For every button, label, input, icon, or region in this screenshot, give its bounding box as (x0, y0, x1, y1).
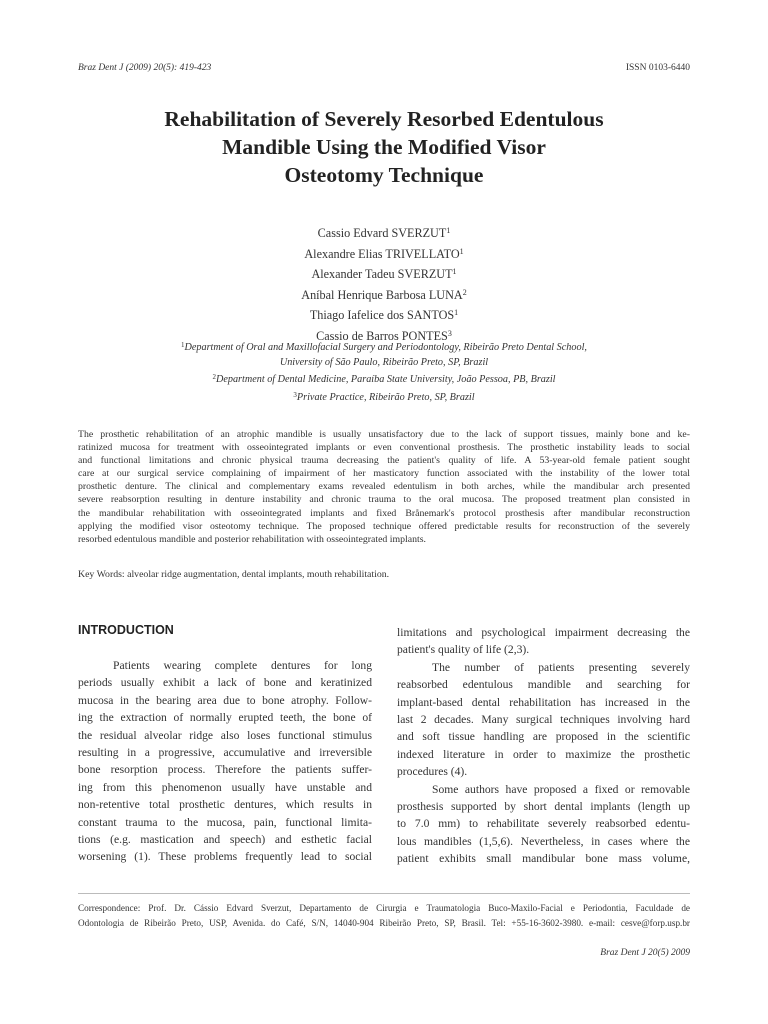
article-title (78, 105, 690, 189)
affiliation-text: Department of Oral and Maxillofacial Surgery and Periodontology, Ribeirão Preto Dental School, (184, 342, 587, 353)
text-line: worsening (1). These problems frequently lead to social (78, 850, 372, 864)
text-line: prosthesis supported by short dental implants (length up (397, 800, 690, 814)
text-line: patient's quality of life (2,3). (397, 643, 530, 657)
affiliation-marker: 1 (454, 308, 459, 317)
correspondence-line: Correspondence: Prof. Dr. Cássio Edvard Sverzut, Departamento de Cirurgia e Traumatologia Buco-Maxilo-Facial e Periodontia, Faculdade de (78, 903, 690, 913)
affiliation-text: Private Practice, Ribeirão Preto, SP, Brazil (296, 391, 475, 403)
abstract-line: prosthetic denture. The clinical and complementary exams revealed edentulism in both arches, while the mandibular arch presented (78, 481, 690, 493)
author-name: Alexander Tadeu SVERZUT (311, 267, 453, 281)
text-line: limitations and psychological impairment decreasing the (397, 626, 690, 639)
abstract-line: care at our surgical service complaining of impairment of her masticatory function associated with the instability of the lower total (78, 468, 690, 480)
affiliation (78, 388, 690, 406)
text-line: reabsorbed edentulous mandible and searching for (397, 678, 690, 692)
correspondence (78, 901, 690, 930)
abstract-line: the mandibular rehabilitation with osseointegrated implants and fixed Brånemark's protocol prosthesis after mandibular reconstruction (78, 507, 690, 519)
text-line: procedures (4). (397, 765, 468, 779)
keywords: Key Words: alveolar ridge augmentation, dental implants, mouth rehabilitation. (78, 569, 390, 580)
abstract-line: The prosthetic rehabilitation of an atrophic mandible is usually unsatisfactory due to the lack of support tissues, mainly bone and ke- (78, 429, 690, 440)
abstract-line: ratinized mucosa for treatment with osseointegrated implants or even conventional prosthesis. The prosthetic instability leads to social (78, 442, 690, 454)
paragraph (397, 624, 690, 868)
affiliation-number: 3 (293, 390, 297, 399)
affiliation-text: Department of Dental Medicine, Paraíba State University, João Pessoa, PB, Brazil (215, 374, 556, 385)
abstract-line: resorbed edentulous mandible and posterior rehabilitation with osseointegrated implants. (78, 533, 426, 545)
affiliation-marker: 1 (459, 246, 464, 256)
footer-divider (78, 893, 690, 894)
affiliation-number: 2 (212, 373, 216, 381)
affiliation-marker: 3 (447, 328, 452, 338)
text-line: Patients wearing complete dentures for long (113, 659, 372, 672)
correspondence-line: Odontologia de Ribeirão Preto, USP, Avenida. do Café, S/N, 14040-904 Ribeirão Preto, SP, Brasil. Tel: +55-16-3602-3980. e-mail: cesve@forp.usp.br (78, 917, 690, 928)
text-line: mucosa in the bearing area due to bone atrophy. Follow- (78, 693, 372, 707)
abstract (78, 428, 690, 546)
text-line: periods usually exhibit a lack of bone and keratinized (78, 676, 372, 690)
author-name: Alexandre Elias TRIVELLATO (304, 246, 460, 261)
affiliation-text: University of São Paulo, Ribeirão Preto, SP, Brazil (279, 356, 489, 368)
author (78, 222, 690, 243)
text-line: tions (e.g. mastication and speech) and esthetic facial (78, 833, 372, 847)
author-name: Aníbal Henrique Barbosa LUNA (301, 287, 463, 302)
text-line: ing from this phenomenon usually have unstable and (78, 780, 372, 794)
author (78, 243, 690, 264)
text-line: the residual alveolar ridge also loses functional stimulus (78, 728, 372, 742)
text-line: bone resorption process. Therefore the patients suffer- (78, 763, 372, 777)
journal-citation: Braz Dent J (2009) 20(5): 419-423 (78, 63, 212, 73)
abstract-line: applying the modified visor osteotomy technique. The proposed technique offered predictable results for reconstruction of the severely (78, 520, 690, 532)
abstract-line: and functional limitations and chronic physical trauma decreasing the patient's quality of life. A 53-year-old female patient sought (78, 455, 690, 467)
paragraph (78, 657, 372, 866)
text-line: non-retentive total prosthetic dentures, which results in (78, 798, 372, 812)
abstract-line: severe reabsorption resulting in denture instability and chronic trauma to the oral mucosa. The proposed treatment plan consisted in (78, 494, 690, 506)
text-line: ing the extraction of normally erupted teeth, the bone of (78, 711, 372, 725)
author (78, 304, 690, 325)
body-column-right (397, 624, 690, 868)
author-name: Thiago Iafelice dos SANTOS (309, 308, 455, 322)
affiliation-marker: 2 (462, 287, 467, 297)
affiliation-list (78, 338, 690, 405)
text-line: implant-based dental rehabilitation has increased in the (397, 695, 690, 709)
affiliation (78, 338, 690, 356)
title-line: Mandible Using the Modified Visor (222, 135, 546, 159)
text-line: and soft tissue handling are proposed in the scientific (397, 730, 690, 744)
affiliation (78, 370, 690, 388)
author-list (78, 222, 690, 345)
text-line: indexed literature in order to maximize the prosthetic (397, 747, 690, 761)
text-line: patient exhibits small mandibular bone mass volume, (397, 852, 690, 866)
title-line: Osteotomy Technique (284, 163, 484, 187)
text-line: lous mandibles (1,5,6). Nevertheless, in cases where the (397, 834, 690, 848)
text-line: resulting in a progressive, accumulative and irreversible (78, 746, 372, 760)
text-line: The number of patients presenting severely (432, 660, 690, 674)
author (78, 263, 690, 284)
author (78, 284, 690, 305)
author-name: Cassio de Barros PONTES (316, 328, 448, 343)
affiliation-marker: 1 (446, 226, 451, 235)
text-line: constant trauma to the mucosa, pain, functional limita- (78, 815, 372, 829)
journal-footer: Braz Dent J 20(5) 2009 (600, 948, 690, 958)
affiliation-marker: 1 (452, 267, 457, 276)
title-line: Rehabilitation of Severely Resorbed Edentulous (164, 107, 604, 131)
section-heading: INTRODUCTION (78, 623, 174, 637)
text-line: last 2 decades. Many surgical techniques involving hard (397, 713, 690, 727)
author-name: Cassio Edvard SVERZUT (317, 226, 447, 240)
body-column-left (78, 623, 372, 866)
text-line: Some authors have proposed a fixed or removable (432, 782, 690, 796)
text-line: to 7.0 mm) to rehabilitate severely reabsorbed edentu- (397, 817, 690, 831)
affiliation-number: 1 (181, 341, 185, 349)
issn-label: ISSN 0103-6440 (625, 63, 690, 73)
affiliation (78, 356, 690, 371)
